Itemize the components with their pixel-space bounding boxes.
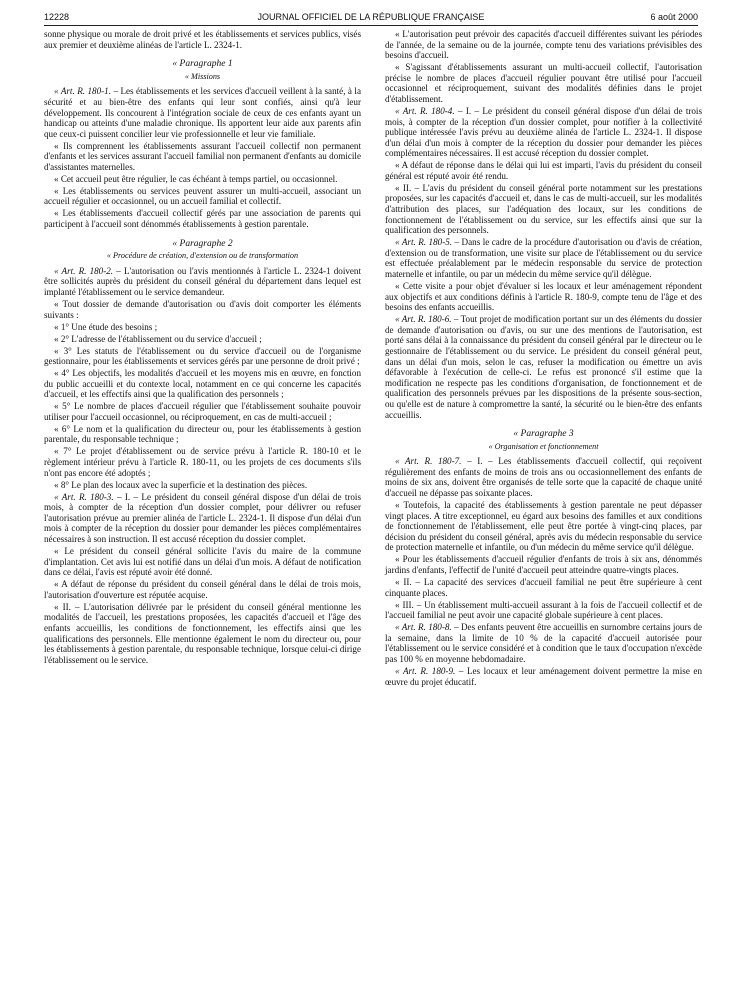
paragraph-2-heading: « Paragraphe 2	[172, 238, 233, 249]
article-r180-1	[44, 86, 361, 139]
article-text: – Dans le cadre de la procédure d'autorisation ou d'avis de création, d'extension ou de transformation, une visite sur place de l'établissement ou du service est effectuée préalablement par le médecin responsable du service de protection maternelle et infantile, ou par un médecin du même service qu'il délègue.	[385, 237, 702, 280]
article-label: « Art. R. 180-6.	[395, 314, 452, 325]
article-text: – Les locaux et leur aménagement doivent permettre la mise en œuvre du projet éducatif.	[385, 665, 702, 687]
article-r180-9	[385, 666, 702, 687]
publication-date: 6 août 2000	[650, 12, 698, 22]
article-text: – I. – Le président du conseil général dispose d'un délai de trois mois, à compter de la réception d'un dossier complet, pour notifier à la collectivité publique intéressée l'avis prévu au deuxième alinéa de l'article L. 2324-1. Il dispose d'un délai d'un mois à compter de la réception du dossier pour demander les pièces complémentaires nécessaires. Il est accusé réception du dossier complet.	[385, 105, 702, 159]
article-text: – Des enfants peuvent être accueillis en surnombre certains jours de la semaine, dans la limite de 10 % de la capacité d'accueil autorisée pour l'établissement ou le service considéré et à condition que le taux d'occupation n'excède pas 100 % en moyenne hebdomadaire.	[385, 622, 702, 664]
left-column	[44, 29, 361, 667]
paragraph: « Cet accueil peut être régulier, le cas échéant à temps partiel, ou occasionnel.	[54, 173, 338, 184]
article-label: « Art. R. 180-4.	[395, 105, 455, 116]
paragraph: « Pour les établissements d'accueil régulier d'enfants de trois à six ans, dénommés jardins d'enfants, l'effectif de l'unité d'accueil peut atteindre quatre-vingts places.	[385, 554, 702, 576]
paragraph: « Toutefois, la capacité des établissements à gestion parentale ne peut dépasser vingt places. A titre exceptionnel, eu égard aux besoins des familles et aux conditions de fonctionnement de l'établissement, elle peut être portée à vingt-cinq places, par décision du président du conseil général, après avis du médecin responsable du service de protection maternelle et infantile, ou d'un médecin du même service qu'il délègue.	[385, 500, 702, 553]
article-r180-4	[385, 106, 702, 159]
paragraph: « L'autorisation peut prévoir des capacités d'accueil différentes suivant les périodes de l'année, de la semaine ou de la journée, compte tenu des variations prévisibles des besoins d'accueil.	[385, 29, 702, 61]
paragraph-3-heading: « Paragraphe 3	[513, 429, 574, 440]
list-item: « 5° Le nombre de places d'accueil régulier que l'établissement souhaite pouvoir utiliser pour l'accueil occasionnel, ou réciproquement, en cas de multi-accueil ;	[44, 401, 361, 422]
paragraph: « Cette visite a pour objet d'évaluer si les locaux et leur aménagement répondent aux objectifs et aux conditions définis à l'article R. 180-9, compte tenu de l'âge et des besoins des enfants accueillis.	[385, 281, 702, 313]
article-text: – I. – Le président du conseil général dispose d'un délai de trois mois, à compter de la réception d'un dossier complet, pour délivrer ou refuser l'autorisation prévue au premier alinéa de l'article L. 2324-1. Il dispose d'un délai d'un mois à compter de la réception du dossier pour demander les pièces complémentaires nécessaires à son instruction. Il est accusé réception du dossier complet.	[44, 491, 361, 544]
article-label: « Art. R. 180-5.	[395, 237, 453, 248]
paragraph-1-heading: « Paragraphe 1	[172, 59, 233, 70]
list-item: « 8° Le plan des locaux avec la superficie et la destination des pièces.	[54, 479, 308, 490]
article-text: – L'autorisation ou l'avis mentionnés à l'article L. 2324-1 doivent être sollicités auprès du président du conseil général du département dans lequel est implanté l'établissement ou le service demandeur.	[44, 265, 362, 298]
paragraph: « Le président du conseil général sollicite l'avis du maire de la commune d'implantation. Cet avis lui est notifié dans un délai d'un mois. A défaut de notification dans ce délai, l'avis est réputé avoir été donné.	[44, 545, 361, 578]
article-r180-5	[385, 237, 702, 279]
list-item: « 7° Le projet d'établissement ou de service prévu à l'article R. 180-10 et le règlement intérieur prévu à l'article R. 180-11, ou les projets de ces documents s'ils n'ont pas encore été adoptés ;	[44, 446, 361, 478]
list-item: « 2° L'adresse de l'établissement ou du service d'accueil ;	[54, 333, 262, 344]
paragraph: « A défaut de réponse du président du conseil général dans le délai de trois mois, l'autorisation d'ouverture est réputée acquise.	[44, 579, 361, 600]
article-r180-3	[44, 492, 361, 545]
journal-title: JOURNAL OFFICIEL DE LA RÉPUBLIQUE FRANÇAISE	[257, 12, 485, 22]
article-label: « Art. R. 180-9.	[395, 665, 456, 676]
article-text: – Les établissements et les services d'accueil veillent à la santé, à la sécurité et au bien-être des enfants qui leur sont confiés, ainsi qu'à leur développement. Ils concourent à l'intégration sociale de ceux de ces enfants ayant un handicap ou atteints d'une maladie chronique. Ils apportent leur aide aux parents afin que ceux-ci puissent concilier leur vie professionnelle et leur vie familiale.	[44, 86, 361, 139]
list-item: « 6° Le nom et la qualification du directeur ou, pour les établissements à gestion parentale, du responsable technique ;	[44, 423, 361, 445]
list-item: « 4° Les objectifs, les modalités d'accueil et les moyens mis en œuvre, en fonction du public accueilli et du contexte local, notamment en ce qui concerne les capacités d'accueil, et les effectifs ainsi que la qualification des personnels ;	[44, 368, 361, 400]
article-r180-7	[385, 456, 702, 498]
page-number: 12228	[44, 12, 70, 22]
paragraph: « Les établissements ou services peuvent assurer un multi-accueil, associant un accueil régulier et occasionnel, ou un accueil familial et collectif.	[44, 185, 361, 207]
article-label: « Art. R. 180-2.	[54, 265, 114, 276]
article-r180-6	[385, 314, 702, 420]
paragraph: « III. – Un établissement multi-accueil assurant à la fois de l'accueil collectif et de l'accueil familial ne peut avoir une capacité globale supérieure à cent places.	[385, 599, 702, 621]
paragraph: « II. – La capacité des services d'accueil familial ne peut être supérieure à cent cinquante places.	[385, 577, 702, 598]
article-label: « Art. R. 180-1.	[54, 86, 111, 97]
paragraph-3-subheading: « Organisation et fonctionnement	[488, 441, 599, 451]
list-item: « 1° Une étude des besoins ;	[54, 321, 158, 332]
paragraph: « A défaut de réponse dans le délai qui lui est imparti, l'avis du président du conseil général est réputé avoir été rendu.	[385, 160, 702, 181]
paragraph: « Les établissements d'accueil collectif gérés par une association de parents qui participent à l'accueil sont dénommés établissements à gestion parentale.	[44, 208, 361, 230]
article-r180-8	[385, 622, 702, 664]
paragraph-2-subheading: « Procédure de création, d'extension ou de transformation	[106, 251, 299, 261]
intro-paragraph: sonne physique ou morale de droit privé et les établissements et services publics, visés aux premier et deuxième alinéas de l'article L. 2324-1.	[44, 29, 361, 50]
paragraph-1-subheading: « Missions	[184, 71, 221, 81]
article-text: – I. – Les établissements d'accueil collectif, qui reçoivent régulièrement des enfants de moins de trois ans ou occasionnellement des enfants de moins de six ans, doivent être organisés de telle sorte que la capacité de chaque unité d'accueil ne dépasse pas soixante places.	[385, 456, 703, 499]
right-column	[385, 29, 702, 689]
paragraph: « II. – L'autorisation délivrée par le président du conseil général mentionne les modalités de l'accueil, les prestations proposées, les capacités d'accueil et l'âge des enfants accueillis, les conditions de fonctionnement, les effectifs ainsi que les qualifications des personnels. Elle mentionne également le nom du directeur ou, pour les établissements à gestion parentale, du responsable technique, lorsque celui-ci dirige l'établissement ou le service.	[44, 601, 361, 665]
page-header	[44, 10, 698, 26]
article-text: – Tout projet de modification portant sur un des éléments du dossier de demande d'autorisation ou d'avis, ou sur une des mentions de l'autorisation, est porté sans délai à la connaissance du président du conseil général par le directeur ou le gestionnaire de l'établissement ou du service. Le président du conseil général peut, dans un délai d'un mois, selon le cas, refuser la modification ou émettre un avis défavorable à l'exécution de celle-ci. Le refus est prononcé s'il estime que la modification ne respecte pas les conditions d'organisation, de fonctionnement et de qualification des personnels prévues par les dispositions de la présente sous-section, ou qu'elle est de nature à compromettre la santé, la sécurité ou le bien-être des enfants accueillis.	[385, 314, 702, 420]
article-label: « Art. R. 180-8.	[395, 622, 452, 633]
list-item: « 3° Les statuts de l'établissement ou du service d'accueil ou de l'organisme gestionnaire, pour les établissements et services gérés par une personne de droit privé ;	[44, 345, 361, 367]
paragraph: « S'agissant d'établissements assurant un multi-accueil collectif, l'autorisation précise le nombre de places d'accueil régulier pouvant être utilisé pour l'accueil occasionnel et réciproquement, suivant des modalités définies dans le projet d'établissement.	[385, 62, 702, 104]
article-label: « Art. R. 180-3.	[54, 491, 114, 502]
paragraph: « Tout dossier de demande d'autorisation ou d'avis doit comporter les éléments suivants :	[44, 299, 361, 320]
article-r180-2	[44, 266, 361, 298]
header-rule	[44, 25, 698, 26]
paragraph: « Ils comprennent les établissements assurant l'accueil collectif non permanent d'enfants et les services assurant l'accueil familial non permanent d'enfants au domicile d'assistantes maternelles.	[44, 140, 361, 172]
article-label: « Art. R. 180-7.	[395, 456, 462, 467]
paragraph: « II. – L'avis du président du conseil général porte notamment sur les prestations proposées, sur les capacités d'accueil et, dans le cas de multi-accueil, sur les modalités d'attribution des places, sur l'adéquation des locaux, sur les conditions de fonctionnement de l'établissement ou du service, sur les effectifs ainsi que sur la qualification des personnels.	[385, 182, 702, 236]
